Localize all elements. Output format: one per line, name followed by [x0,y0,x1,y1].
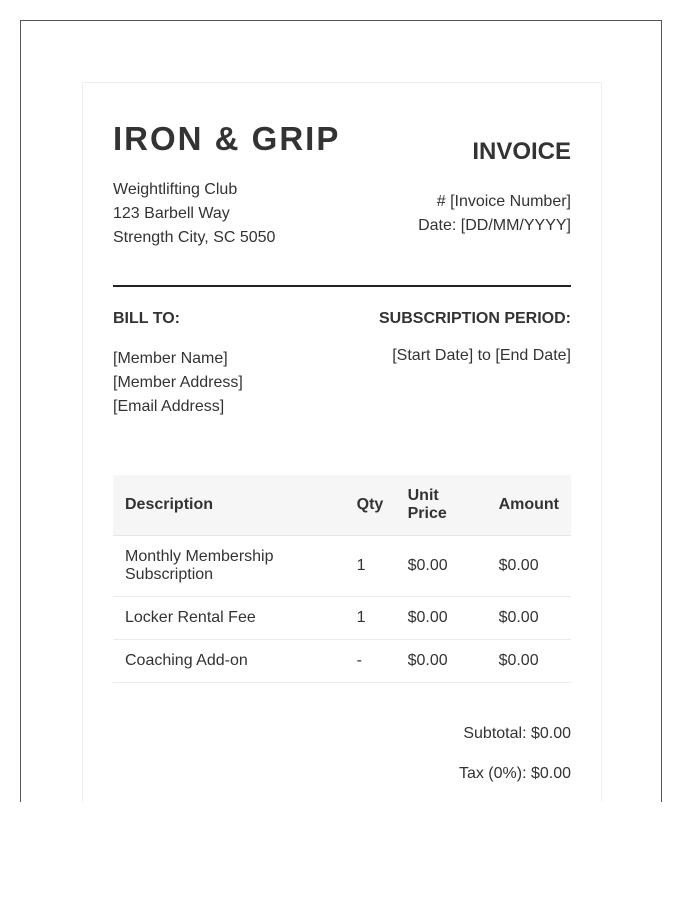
subscription-heading: SUBSCRIPTION PERIOD: [378,310,571,327]
table-row [113,536,571,597]
subscription-period: [Start Date] to [End Date] [392,347,571,364]
invoice-date: Date: [DD/MM/YYYY] [418,217,571,234]
item-qty: 1 [345,536,396,597]
invoice-number: # [Invoice Number] [436,193,571,210]
invoice-meta [418,190,571,238]
item-unit-price: $0.00 [396,640,487,683]
item-unit-price: $0.00 [396,536,487,597]
club-line: Weightlifting Club [113,181,238,198]
member-email: [Email Address] [113,398,225,415]
item-description: Monthly Membership Subscription [113,536,345,597]
column-header-qty: Qty [345,475,396,536]
club-name: IRON & GRIP [113,120,341,157]
invoice-sheet [82,82,602,802]
table-row [113,640,571,683]
header-divider [113,285,571,287]
table-row [113,597,571,640]
table-header-row [113,475,571,536]
document-frame [20,20,662,802]
column-header-amount: Amount [487,475,571,536]
member-name: [Member Name] [113,350,228,367]
item-description: Locker Rental Fee [113,597,345,640]
item-qty: 1 [345,597,396,640]
club-line: Strength City, SC 5050 [113,229,276,246]
club-line: 123 Barbell Way [113,205,230,222]
items-table [113,475,571,683]
club-address [113,178,275,250]
item-amount: $0.00 [487,597,571,640]
subtotal: Subtotal: $0.00 [463,725,571,742]
column-header-unit-price: Unit Price [396,475,487,536]
totals-block [459,725,571,802]
invoice-title: INVOICE [472,138,571,165]
member-address: [Member Address] [113,374,243,391]
item-qty: - [345,640,396,683]
tax: Tax (0%): $0.00 [458,765,571,782]
item-description: Coaching Add-on [113,640,345,683]
bill-to-details [113,347,243,419]
item-unit-price: $0.00 [396,597,487,640]
item-amount: $0.00 [487,536,571,597]
item-amount: $0.00 [487,640,571,683]
bill-to-heading: BILL TO: [113,310,180,327]
column-header-description: Description [113,475,345,536]
